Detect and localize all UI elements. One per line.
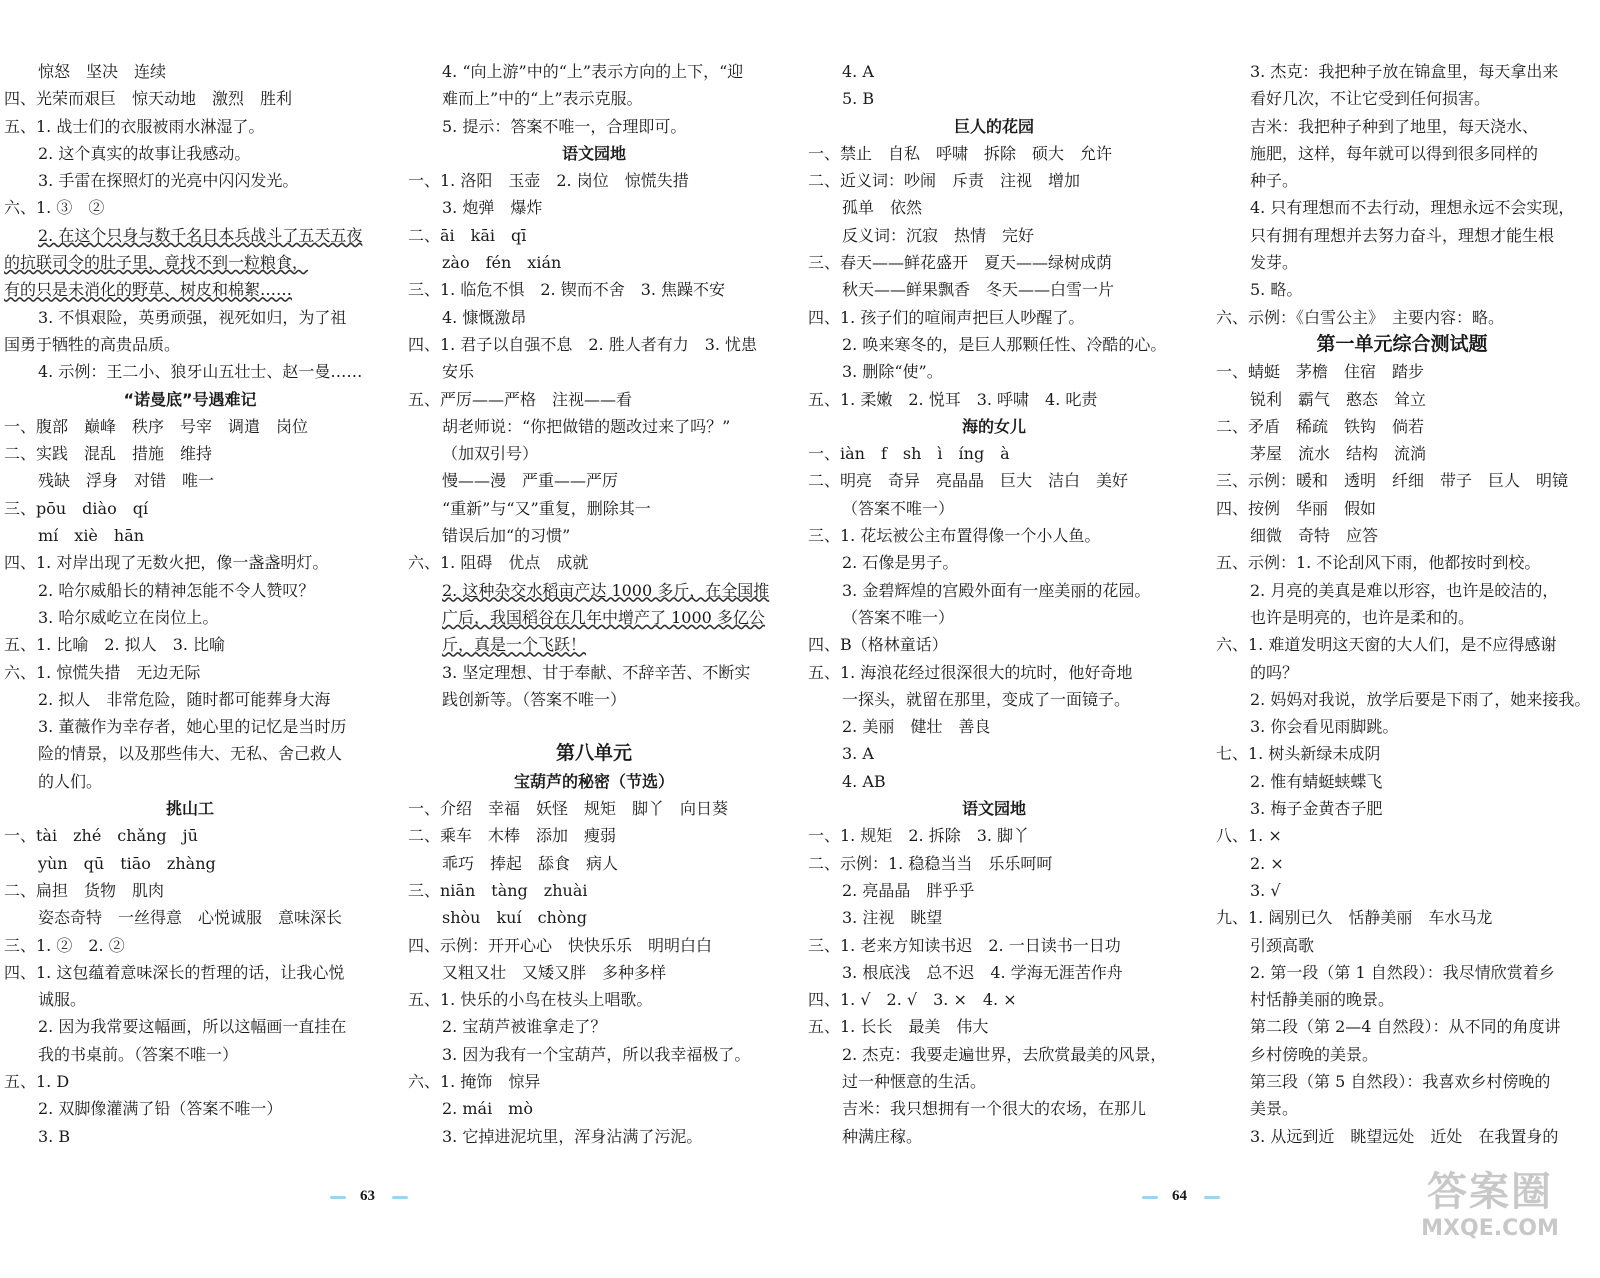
answer-line: 四、按例 华丽 假如 [1216,498,1377,518]
answer-line: 细微 奇特 应答 [1250,526,1379,546]
answer-line: 2. × [1250,853,1284,873]
answer-line: 茅屋 流水 结构 流淌 [1250,444,1427,464]
answer-line: 又粗又壮 又矮又胖 多种多样 [442,962,667,982]
answer-line: mí xiè hān [38,526,145,546]
answer-line: 3. 从远到近 眺望远处 近处 在我置身的 [1250,1126,1559,1146]
answer-line: 险的情景，以及那些伟大、无私、舍己救人 [38,744,343,764]
answer-line: 2. 第一段（第 1 自然段）：我尽情欣赏着乡 [1250,962,1555,982]
answer-line: 惊怒 坚决 连续 [38,62,167,81]
answer-line: 一、介绍 幸福 妖怪 规矩 脚丫 向日葵 [408,799,729,819]
answer-line: 种满庄稼。 [842,1126,923,1146]
answer-line: 2. 美丽 健壮 善良 [842,717,991,737]
watermark-url: MXQE.COM [1421,1216,1559,1241]
answer-line: 三、春天——鲜花盛开 夏天——绿树成荫 [808,253,1113,273]
answer-line: 四、示例：开开心心 快快乐乐 明明白白 [408,935,713,955]
answer-line: 三、示例：暖和 透明 纤细 带子 巨人 明镜 [1216,471,1569,491]
watermark-logo [1390,1168,1590,1258]
answer-line: 美景。 [1250,1099,1299,1119]
answer-line: 2. 亮晶晶 胖乎乎 [842,880,975,900]
answer-line: 2. 唤来寒冬的，是巨人那颗任性、冷酷的心。 [842,334,1167,354]
answer-line: 四、光荣而艰巨 惊天动地 激烈 胜利 [4,89,293,109]
answer-line: 2. 因为我常要这幅画，所以这幅画一直挂在 [38,1017,347,1037]
answer-line: 二、实践 混乱 措施 维持 [4,444,213,464]
answer-line: 一、禁止 自私 呼啸 拆除 硕大 允许 [808,143,1113,163]
answer-line: 2. 妈妈对我说，放学后要是下雨了，她来接我。 [1250,689,1591,709]
answer-line: 四、B（格林童话） [808,635,948,655]
answer-line: 过一种惬意的生活。 [842,1071,987,1091]
answer-line: 五、1. 长长 最美 伟大 [808,1017,989,1037]
answer-line: 2. 月亮的美真是难以形容，也许是皎洁的， [1250,580,1559,600]
section-heading: 海的女儿 [961,416,1026,436]
answer-line: 3. 坚定理想、甘于奉献、不辞辛苦、不断实 [442,662,751,682]
answer-line: 发芽。 [1250,253,1299,273]
answer-line: 4. AB [842,771,886,791]
answer-line: 2. 杰克：我要走遍世界，去欣赏最美的风景， [842,1044,1167,1064]
answer-line: 5. 略。 [1250,280,1303,300]
page-dash-left-b [392,1196,408,1199]
section-heading: 第八单元 [555,742,632,765]
answer-line: 七、1. 树头新绿未成阴 [1216,744,1381,764]
answer-line: 二、近义词：吵闹 斥责 注视 增加 [808,171,1081,191]
section-heading: 第一单元综合测试题 [1316,332,1488,355]
answer-line: 的人们。 [38,771,103,791]
answer-line: 三、1. 花坛被公主布置得像一个小人鱼。 [808,526,1101,546]
answer-line: 3. 删除“使”。 [842,362,943,382]
answer-line: 二、āi kāi qī [408,225,527,245]
answer-line: 秋天——鲜果飘香 冬天——白雪一片 [842,280,1115,300]
page-dash-right-b [1204,1196,1220,1199]
answer-line: zào fén xián [442,253,562,273]
answer-line: 三、1. ② 2. ② [4,935,125,955]
answer-line: “重新”与“又”重复，删除其一 [442,498,651,518]
page-dash-left-a [330,1196,346,1199]
answer-line: 3. 炮弹 爆炸 [442,198,543,218]
answer-line: 只有拥有理想并去努力奋斗，理想才能生根 [1250,225,1555,245]
answer-line: 一、1. 规矩 2. 拆除 3. 脚丫 [808,826,1030,846]
answer-line: 3. 你会看见雨脚跳。 [1250,717,1399,737]
answer-line: （加双引号） [442,444,539,464]
answer-line [408,713,780,740]
answer-line: 五、1. 海浪花经过很深很大的坑时，他好奇地 [808,662,1133,682]
answer-line: 我的书桌前。（答案不唯一） [38,1044,239,1064]
column-1 [4,58,376,1150]
answer-line: 2. 在这个只身与数千名日本兵战斗了五天五夜 [38,225,363,245]
answer-line: 五、示例：1. 不论刮风下雨，他都按时到校。 [1216,553,1541,573]
column-3 [808,58,1180,1150]
page-dash-right-a [1142,1196,1158,1199]
answer-line: 2. 双脚像灌满了铅（答案不唯一） [38,1099,283,1119]
answer-line: 九、1. 阔别已久 恬静美丽 车水马龙 [1216,908,1493,928]
answer-line: 2. 惟有蜻蜓蛱蝶飞 [1250,771,1383,791]
section-heading: 宝葫芦的秘密（节选） [513,771,674,791]
answer-line: 六、1. 惊慌失措 无边无际 [4,662,201,682]
answer-line: 3. 不惧艰险，英勇顽强，视死如归，为了祖 [38,307,347,327]
answer-line: 3. 杰克：我把种子放在锦盒里，每天拿出来 [1250,62,1559,81]
answer-line: 四、1. 孩子们的喧闹声把巨人吵醒了。 [808,307,1085,327]
section-heading: 巨人的花园 [953,116,1034,136]
answer-line: 的吗？ [1250,662,1299,682]
answer-line: 践创新等。（答案不唯一） [442,689,627,709]
answer-line: 引颈高歌 [1250,935,1315,955]
answer-line: 5. 提示：答案不唯一，合理即可。 [442,116,687,136]
answer-line: 第二段（第 2—4 自然段）：从不同的角度讲 [1250,1017,1561,1037]
answer-line: shòu kuí chòng [442,908,588,928]
answer-line: （答案不唯一） [842,607,955,627]
answer-line: 2. mái mò [442,1099,533,1119]
answer-line: 诚服。 [38,990,87,1010]
answer-line: 五、1. 战士们的衣服被雨水淋湿了。 [4,116,265,136]
answer-line: 吉米：我把种子种到了地里，每天浇水、 [1250,116,1539,136]
answer-line: 吉米：我只想拥有一个很大的农场，在那儿 [842,1099,1147,1119]
answer-line: 2. 拟人 非常危险，随时都可能葬身大海 [38,689,331,709]
answer-line: 3. B [38,1126,71,1146]
answer-line: 锐利 霸气 憨态 耸立 [1250,389,1427,409]
answer-line: 四、1. 君子以自强不息 2. 胜人者有力 3. 忧患 [408,334,758,354]
answer-line: 3. 它掉进泥坑里，浑身沾满了污泥。 [442,1126,703,1146]
answer-line: （答案不唯一） [842,498,955,518]
page-number-right: 64 [1172,1188,1187,1204]
answer-line: 2. 宝葫芦被谁拿走了？ [442,1017,607,1037]
answer-line: 2. 石像是男子。 [842,553,959,573]
answer-line: 八、1. × [1216,826,1282,846]
answer-line: 2. 这个真实的故事让我感动。 [38,143,251,163]
answer-line: 斤，真是一个飞跃！ [442,635,587,655]
answer-line: 五、1. 柔嫩 2. 悦耳 3. 呼啸 4. 叱责 [808,389,1098,409]
answer-line: 2. 哈尔威船长的精神怎能不令人赞叹？ [38,580,315,600]
answer-line: 胡老师说：“你把做错的题改过来了吗？” [442,416,731,436]
answer-line: 六、1. ③ ② [4,198,105,218]
answer-line: 第三段（第 5 自然段）：我喜欢乡村傍晚的 [1250,1071,1551,1091]
answer-line: yùn qū tiāo zhàng [38,853,216,873]
answer-line: 广后，我国稻谷在几年中增产了 1000 多亿公 [442,607,765,627]
answer-line: 种子。 [1250,171,1299,191]
answer-line: 4. 慷慨激昂 [442,307,527,327]
answer-line: 3. 因为我有一个宝葫芦，所以我幸福极了。 [442,1044,751,1064]
answer-line: 3. 注视 眺望 [842,908,943,928]
answer-line: 4. 示例：王二小、狼牙山五壮士、赵一曼…… [38,362,363,382]
answer-line: 村恬静美丽的晚景。 [1250,990,1395,1010]
answer-line: 一、tài zhé chǎng jū [4,826,198,846]
answer-line: 四、1. √ 2. √ 3. × 4. × [808,990,1017,1010]
answer-line: 六、示例：《白雪公主》 主要内容：略。 [1216,307,1505,327]
answer-line: 二、示例：1. 稳稳当当 乐乐呵呵 [808,853,1053,873]
answer-line: 3. 金碧辉煌的宫殿外面有一座美丽的花园。 [842,580,1151,600]
answer-line: 四、1. 对岸出现了无数火把，像一盏盏明灯。 [4,553,329,573]
answer-line: 4. A [842,62,874,81]
answer-line: 安乐 [442,362,475,382]
answer-line: 看好几次，不让它受到任何损害。 [1250,89,1491,109]
answer-line: 慢——漫 严重——严厉 [442,471,619,491]
answer-line: 六、1. 难道发明这天窗的大人们，是不应得感谢 [1216,635,1557,655]
answer-line: 乖巧 捧起 舔食 病人 [442,853,619,873]
answer-line: 五、1. D [4,1071,70,1091]
column-2 [408,58,780,1150]
answer-line: 乡村傍晚的美景。 [1250,1044,1379,1064]
section-heading: “诺曼底”号遇难记 [123,389,257,409]
page-number-left: 63 [360,1188,375,1204]
section-heading: 挑山工 [165,799,214,819]
answer-line: 二、扁担 货物 肌肉 [4,880,165,900]
answer-line: 难而上”中的“上”表示克服。 [442,89,643,109]
answer-line: 三、pōu diào qí [4,498,149,518]
answer-line: 的抗联司令的肚子里，竟找不到一粒粮食， [4,253,309,273]
answer-line: 有的只是未消化的野草、树皮和棉絮…… [4,280,293,300]
answer-line: 五、1. 快乐的小鸟在枝头上唱歌。 [408,990,653,1010]
answer-line: 二、明亮 奇异 亮晶晶 巨大 洁白 美好 [808,471,1129,491]
section-heading: 语文园地 [561,143,626,163]
answer-line: 3. 董薇作为幸存者，她心里的记忆是当时历 [38,717,347,737]
watermark-title: 答案圈 [1427,1169,1553,1215]
answer-line: 一、蜻蜓 茅檐 住宿 踏步 [1216,362,1425,382]
answer-line: 5. B [842,89,875,109]
section-heading: 语文园地 [961,799,1026,819]
answer-line: 残缺 浮身 对错 唯一 [38,471,215,491]
answer-line: 三、1. 临危不惧 2. 锲而不舍 3. 焦躁不安 [408,280,726,300]
answer-line: 三、1. 老来方知读书迟 2. 一日读书一日功 [808,935,1121,955]
answer-line: 六、1. 阻碍 优点 成就 [408,553,589,573]
answer-line: 五、严厉——严格 注视——看 [408,389,633,409]
answer-line: 一、1. 洛阳 玉壶 2. 岗位 惊慌失措 [408,171,689,191]
answer-line: 2. 这种杂交水稻亩产达 1000 多斤，在全国推 [442,580,770,600]
answer-line: 孤单 依然 [842,198,923,218]
answer-line: 3. 根底浅 总不迟 4. 学海无涯苦作舟 [842,962,1123,982]
answer-line: 二、矛盾 稀疏 铁钩 倘若 [1216,416,1425,436]
answer-line: 二、乘车 木棒 添加 瘦弱 [408,826,617,846]
answer-line: 一、腹部 巅峰 秩序 号宰 调遣 岗位 [4,416,309,436]
answer-line: 反义词：沉寂 热情 完好 [842,225,1035,245]
answer-line: 五、1. 比喻 2. 拟人 3. 比喻 [4,635,226,655]
answer-line: 一探头，就留在那里，变成了一面镜子。 [842,689,1131,709]
answer-line: 3. 梅子金黄杏子肥 [1250,799,1383,819]
answer-line: 3. A [842,744,874,764]
answer-line: 3. √ [1250,880,1281,900]
column-4 [1216,58,1591,1150]
answer-line: 错误后加“的习惯” [442,526,571,546]
answer-line: 三、niān tàng zhuài [408,880,588,900]
answer-line: 国勇于牺牲的高贵品质。 [4,334,181,354]
answer-line: 也许是明亮的，也许是柔和的。 [1250,607,1475,627]
answer-line: 3. 哈尔威屹立在岗位上。 [38,607,219,627]
answer-line: 4. 只有理想而不去行动，理想永远不会实现， [1250,198,1575,218]
answer-line: 四、1. 这包蕴着意味深长的哲理的话，让我心悦 [4,962,345,982]
answer-line: 4. “向上游”中的“上”表示方向的上下，“迎 [442,62,744,81]
answer-line: 姿态奇特 一丝得意 心悦诚服 意味深长 [38,908,343,928]
answer-line: 六、1. 掩饰 惊异 [408,1071,541,1091]
answer-line: 一、iàn f sh ì íng à [808,444,1010,464]
answer-line: 施肥，这样，每年就可以得到很多同样的 [1250,143,1539,163]
answer-line: 3. 手雷在探照灯的光亮中闪闪发光。 [38,171,299,191]
